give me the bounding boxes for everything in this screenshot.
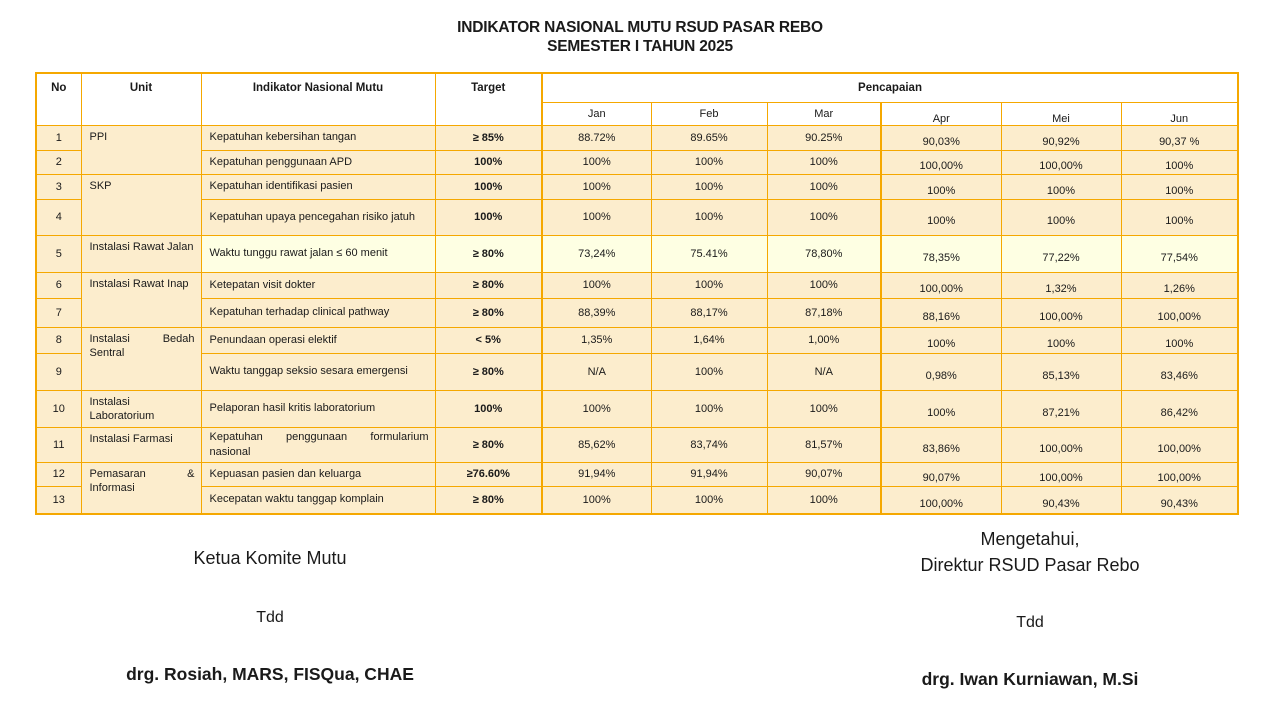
row-number-cell: 12 <box>36 462 81 486</box>
indicator-cell: Kecepatan waktu tanggap komplain <box>201 486 435 514</box>
value-cell-mar: 100% <box>767 272 881 298</box>
value-cell-mar: 100% <box>767 486 881 514</box>
value-cell-apr: 100% <box>881 174 1001 199</box>
value-cell-mei: 100,00% <box>1001 427 1121 462</box>
target-cell: ≥ 80% <box>435 427 542 462</box>
indicator-cell: Kepatuhan upaya pencegahan risiko jatuh <box>201 199 435 235</box>
target-cell: ≥ 80% <box>435 298 542 327</box>
row-number-cell: 8 <box>36 327 81 353</box>
row-number-cell: 4 <box>36 199 81 235</box>
value-cell-mei: 100% <box>1001 199 1121 235</box>
table-row <box>36 486 1238 514</box>
row-number-cell: 2 <box>36 150 81 174</box>
value-cell-feb: 100% <box>651 486 767 514</box>
page-title <box>0 18 1280 56</box>
row-number-cell: 13 <box>36 486 81 514</box>
value-cell-jan: 88,39% <box>542 298 651 327</box>
indicator-cell: Kepatuhan terhadap clinical pathway <box>201 298 435 327</box>
unit-cell: Pemasaran & Informasi <box>81 462 201 514</box>
value-cell-mei: 87,21% <box>1001 390 1121 427</box>
value-cell-mar: 90,07% <box>767 462 881 486</box>
value-cell-feb: 89.65% <box>651 125 767 150</box>
row-number-cell: 1 <box>36 125 81 150</box>
value-cell-jun: 100% <box>1121 150 1238 174</box>
row-number-cell: 9 <box>36 353 81 390</box>
value-cell-mar: 81,57% <box>767 427 881 462</box>
signature-heading-right: Mengetahui, <box>980 529 1080 549</box>
indicator-cell: Ketepatan visit dokter <box>201 272 435 298</box>
value-cell-apr: 0,98% <box>881 353 1001 390</box>
target-cell: ≥ 80% <box>435 272 542 298</box>
signer-name-left: drg. Rosiah, MARS, FISQua, CHAE <box>126 664 414 684</box>
table-row <box>36 235 1238 272</box>
target-cell: 100% <box>435 150 542 174</box>
value-cell-jan: 100% <box>542 174 651 199</box>
value-cell-apr: 88,16% <box>881 298 1001 327</box>
indicator-cell: Kepuasan pasien dan keluarga <box>201 462 435 486</box>
value-cell-jan: 100% <box>542 390 651 427</box>
indicator-cell: Pelaporan hasil kritis laboratorium <box>201 390 435 427</box>
row-number-cell: 10 <box>36 390 81 427</box>
col-header-mar: Mar <box>767 102 881 125</box>
unit-cell: SKP <box>81 174 201 235</box>
value-cell-feb: 100% <box>651 390 767 427</box>
table-row <box>36 125 1238 150</box>
value-cell-feb: 100% <box>651 150 767 174</box>
value-cell-feb: 88,17% <box>651 298 767 327</box>
table-row <box>36 390 1238 427</box>
value-cell-jun: 90,43% <box>1121 486 1238 514</box>
value-cell-apr: 78,35% <box>881 235 1001 272</box>
col-header-apr: Apr <box>881 102 1001 125</box>
col-header-mei: Mei <box>1001 102 1121 125</box>
value-cell-jun: 100% <box>1121 199 1238 235</box>
table-row <box>36 462 1238 486</box>
table-row <box>36 272 1238 298</box>
indicator-table <box>35 72 1239 515</box>
value-cell-apr: 100,00% <box>881 272 1001 298</box>
value-cell-jan: 100% <box>542 199 651 235</box>
signature-block-right <box>780 529 1280 690</box>
value-cell-jan: 91,94% <box>542 462 651 486</box>
target-cell: 100% <box>435 199 542 235</box>
unit-cell: Instalasi Rawat Inap <box>81 272 201 327</box>
value-cell-jun: 100,00% <box>1121 427 1238 462</box>
value-cell-mei: 100,00% <box>1001 150 1121 174</box>
value-cell-jan: 1,35% <box>542 327 651 353</box>
value-cell-feb: 100% <box>651 272 767 298</box>
target-cell: ≥ 80% <box>435 486 542 514</box>
col-header-achievement: Pencapaian <box>542 73 1238 102</box>
value-cell-apr: 100% <box>881 390 1001 427</box>
table-body <box>36 125 1238 514</box>
value-cell-mei: 100% <box>1001 327 1121 353</box>
value-cell-feb: 1,64% <box>651 327 767 353</box>
row-number-cell: 11 <box>36 427 81 462</box>
value-cell-mei: 90,92% <box>1001 125 1121 150</box>
target-cell: ≥ 85% <box>435 125 542 150</box>
row-number-cell: 3 <box>36 174 81 199</box>
signer-name-right: drg. Iwan Kurniawan, M.Si <box>921 669 1139 689</box>
value-cell-apr: 100% <box>881 199 1001 235</box>
value-cell-mar: 100% <box>767 150 881 174</box>
value-cell-jan: N/A <box>542 353 651 390</box>
value-cell-feb: 83,74% <box>651 427 767 462</box>
col-header-unit: Unit <box>81 73 201 125</box>
signature-mark-right: Tdd <box>1016 614 1044 631</box>
value-cell-mei: 100,00% <box>1001 298 1121 327</box>
value-cell-mei: 1,32% <box>1001 272 1121 298</box>
table-row <box>36 327 1238 353</box>
unit-cell: PPI <box>81 125 201 174</box>
target-cell: ≥ 80% <box>435 353 542 390</box>
signer-role-left: Ketua Komite Mutu <box>193 548 347 568</box>
indicator-cell: Kepatuhan kebersihan tangan <box>201 125 435 150</box>
value-cell-mar: 100% <box>767 174 881 199</box>
indicator-cell: Waktu tanggap seksio sesara emergensi <box>201 353 435 390</box>
value-cell-mar: 100% <box>767 199 881 235</box>
value-cell-jan: 88.72% <box>542 125 651 150</box>
col-header-no: No <box>36 73 81 125</box>
col-header-jan: Jan <box>542 102 651 125</box>
page-title-line2: SEMESTER I TAHUN 2025 <box>547 38 733 55</box>
value-cell-feb: 75.41% <box>651 235 767 272</box>
signature-block-left <box>35 548 505 685</box>
value-cell-jun: 77,54% <box>1121 235 1238 272</box>
indicator-cell: Penundaan operasi elektif <box>201 327 435 353</box>
col-header-target: Target <box>435 73 542 125</box>
unit-cell: Instalasi Laboratorium <box>81 390 201 427</box>
indicator-table-wrap <box>35 72 1237 515</box>
value-cell-jan: 100% <box>542 272 651 298</box>
row-number-cell: 5 <box>36 235 81 272</box>
col-header-feb: Feb <box>651 102 767 125</box>
value-cell-feb: 100% <box>651 199 767 235</box>
value-cell-apr: 100% <box>881 327 1001 353</box>
value-cell-mar: 78,80% <box>767 235 881 272</box>
header-row <box>36 73 1238 102</box>
value-cell-feb: 100% <box>651 353 767 390</box>
value-cell-mei: 100% <box>1001 174 1121 199</box>
row-number-cell: 7 <box>36 298 81 327</box>
table-row <box>36 174 1238 199</box>
value-cell-apr: 90,07% <box>881 462 1001 486</box>
value-cell-jun: 90,37 % <box>1121 125 1238 150</box>
indicator-cell: Waktu tunggu rawat jalan ≤ 60 menit <box>201 235 435 272</box>
indicator-cell: Kepatuhan identifikasi pasien <box>201 174 435 199</box>
value-cell-mei: 100,00% <box>1001 462 1121 486</box>
value-cell-jun: 83,46% <box>1121 353 1238 390</box>
value-cell-mei: 85,13% <box>1001 353 1121 390</box>
value-cell-jun: 86,42% <box>1121 390 1238 427</box>
table-row <box>36 298 1238 327</box>
value-cell-jun: 100,00% <box>1121 298 1238 327</box>
unit-cell: Instalasi Bedah Sentral <box>81 327 201 390</box>
value-cell-jun: 100% <box>1121 327 1238 353</box>
value-cell-mar: 100% <box>767 390 881 427</box>
col-header-indicator: Indikator Nasional Mutu <box>201 73 435 125</box>
value-cell-jan: 100% <box>542 150 651 174</box>
unit-cell: Instalasi Rawat Jalan <box>81 235 201 272</box>
table-row <box>36 427 1238 462</box>
signer-role-right: Direktur RSUD Pasar Rebo <box>920 555 1140 575</box>
target-cell: ≥76.60% <box>435 462 542 486</box>
indicator-cell: Kepatuhan penggunaan APD <box>201 150 435 174</box>
value-cell-apr: 100,00% <box>881 486 1001 514</box>
value-cell-mei: 90,43% <box>1001 486 1121 514</box>
table-row <box>36 353 1238 390</box>
target-cell: 100% <box>435 390 542 427</box>
table-row <box>36 199 1238 235</box>
value-cell-mar: 87,18% <box>767 298 881 327</box>
value-cell-feb: 100% <box>651 174 767 199</box>
value-cell-mar: N/A <box>767 353 881 390</box>
row-number-cell: 6 <box>36 272 81 298</box>
target-cell: < 5% <box>435 327 542 353</box>
value-cell-mei: 77,22% <box>1001 235 1121 272</box>
signature-mark-left: Tdd <box>256 609 284 626</box>
page-title-line1: INDIKATOR NASIONAL MUTU RSUD PASAR REBO <box>457 19 823 36</box>
unit-cell: Instalasi Farmasi <box>81 427 201 462</box>
value-cell-apr: 90,03% <box>881 125 1001 150</box>
value-cell-jan: 100% <box>542 486 651 514</box>
target-cell: 100% <box>435 174 542 199</box>
value-cell-jun: 100,00% <box>1121 462 1238 486</box>
value-cell-jun: 100% <box>1121 174 1238 199</box>
value-cell-jan: 73,24% <box>542 235 651 272</box>
table-row <box>36 150 1238 174</box>
value-cell-mar: 90.25% <box>767 125 881 150</box>
indicator-cell: Kepatuhan penggunaan formularium nasional <box>201 427 435 462</box>
col-header-jun: Jun <box>1121 102 1238 125</box>
value-cell-jun: 1,26% <box>1121 272 1238 298</box>
target-cell: ≥ 80% <box>435 235 542 272</box>
value-cell-feb: 91,94% <box>651 462 767 486</box>
value-cell-jan: 85,62% <box>542 427 651 462</box>
value-cell-apr: 100,00% <box>881 150 1001 174</box>
value-cell-mar: 1,00% <box>767 327 881 353</box>
value-cell-apr: 83,86% <box>881 427 1001 462</box>
